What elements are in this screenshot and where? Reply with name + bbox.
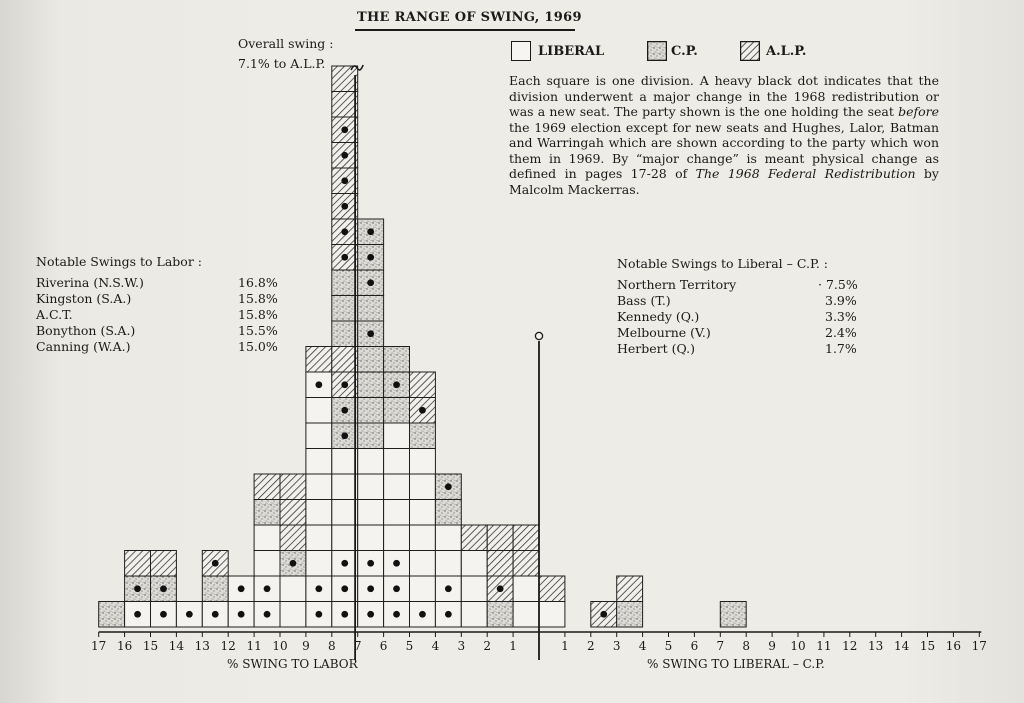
major-change-dot <box>134 611 141 618</box>
liberal-division-cell <box>410 449 436 475</box>
notable-liberal-heading: Notable Swings to Liberal – C.P. : <box>617 256 828 271</box>
cp-division-cell <box>332 296 358 322</box>
notable-labor-name: A.C.T. <box>36 307 73 322</box>
alp-division-cell <box>617 576 643 602</box>
description-part-2: the 1969 election except for new seats and Hughes, Lalor, Batman and Warringah which are shown according to the party which won them in 1969. By “major change” is meant physical change as defined in pages 17-28 of <box>509 119 939 181</box>
x-axis-label-liberal: % SWING TO LIBERAL – C.P. <box>647 657 825 671</box>
cp-division-cell <box>384 347 410 373</box>
major-change-dot <box>341 228 348 235</box>
liberal-division-cell <box>254 525 280 551</box>
x-tick-label: 5 <box>664 639 673 653</box>
x-tick-label: 9 <box>768 639 776 653</box>
major-change-dot <box>393 381 400 388</box>
alp-division-cell <box>461 525 487 551</box>
major-change-dot <box>445 611 452 618</box>
liberal-division-cell <box>513 576 539 602</box>
x-tick-label: 16 <box>945 639 962 653</box>
liberal-division-cell <box>384 500 410 526</box>
cp-division-cell <box>358 398 384 424</box>
x-tick-label: 17 <box>971 639 987 653</box>
notable-labor-name: Kingston (S.A.) <box>36 291 132 306</box>
liberal-division-cell <box>384 474 410 500</box>
overall-swing-value: 7.1% to A.L.P. <box>238 56 326 71</box>
major-change-dot <box>212 560 219 567</box>
x-tick-label: 13 <box>868 639 884 653</box>
liberal-division-cell <box>332 500 358 526</box>
alp-division-cell <box>410 372 436 398</box>
cp-division-cell <box>720 602 746 628</box>
x-tick-label: 15 <box>142 639 159 653</box>
x-tick-label: 4 <box>638 639 647 653</box>
major-change-dot <box>212 611 219 618</box>
alp-division-cell <box>254 474 280 500</box>
cp-division-cell <box>487 602 513 628</box>
liberal-division-cell <box>332 449 358 475</box>
major-change-dot <box>186 611 193 618</box>
major-change-dot <box>341 407 348 414</box>
notable-liberal-name: Northern Territory <box>617 277 737 292</box>
major-change-dot <box>393 585 400 592</box>
major-change-dot <box>367 585 374 592</box>
liberal-division-cell <box>513 602 539 628</box>
zero-swing-marker <box>535 332 542 339</box>
alp-division-cell <box>487 551 513 577</box>
x-tick-label: 17 <box>91 639 107 653</box>
alp-division-cell <box>280 525 306 551</box>
major-change-dot <box>341 611 348 618</box>
alp-division-cell <box>332 92 358 118</box>
cp-division-cell <box>332 321 358 347</box>
liberal-division-cell <box>384 525 410 551</box>
alp-division-cell <box>306 347 332 373</box>
major-change-dot <box>367 330 374 337</box>
major-change-dot <box>445 483 452 490</box>
liberal-division-cell <box>306 525 332 551</box>
major-change-dot <box>341 560 348 567</box>
liberal-division-cell <box>435 525 461 551</box>
cp-division-cell <box>358 372 384 398</box>
x-tick-label: 12 <box>842 639 858 653</box>
cp-division-cell <box>254 500 280 526</box>
notable-liberal-name: Herbert (Q.) <box>617 341 695 356</box>
cp-division-cell <box>410 423 436 449</box>
major-change-dot <box>160 611 167 618</box>
liberal-division-cell <box>254 551 280 577</box>
x-tick-label: 14 <box>168 639 185 653</box>
liberal-division-cell <box>306 423 332 449</box>
x-tick-label: 1 <box>509 639 517 653</box>
alp-division-cell <box>332 66 358 92</box>
x-tick-label: 7 <box>353 639 362 653</box>
x-tick-label: 2 <box>483 639 492 653</box>
x-axis-label-labor: % SWING TO LABOR <box>227 657 358 671</box>
liberal-division-cell <box>461 602 487 628</box>
notable-labor-heading: Notable Swings to Labor : <box>36 254 202 269</box>
x-tick-label: 1 <box>561 639 569 653</box>
cp-division-cell <box>358 347 384 373</box>
x-tick-label: 6 <box>379 639 388 653</box>
cp-division-cell <box>617 602 643 628</box>
description-part-3: by Malcolm Mackerras. <box>509 166 939 197</box>
x-tick-label: 4 <box>431 639 440 653</box>
x-tick-label: 13 <box>194 639 210 653</box>
cp-division-cell <box>99 602 125 628</box>
notable-liberal-value: 1.7% <box>825 341 857 356</box>
liberal-division-cell <box>384 423 410 449</box>
liberal-division-cell <box>410 474 436 500</box>
major-change-dot <box>393 611 400 618</box>
liberal-division-cell <box>306 449 332 475</box>
notable-labor-value: 15.8% <box>238 307 278 322</box>
major-change-dot <box>341 203 348 210</box>
major-change-dot <box>419 407 426 414</box>
alp-division-cell <box>280 500 306 526</box>
notable-labor-value: 15.8% <box>238 291 278 306</box>
major-change-dot <box>367 611 374 618</box>
major-change-dot <box>160 585 167 592</box>
major-change-dot <box>393 560 400 567</box>
major-change-dot <box>419 611 426 618</box>
alp-division-cell <box>151 551 177 577</box>
major-change-dot <box>367 560 374 567</box>
liberal-division-cell <box>306 551 332 577</box>
liberal-division-cell <box>461 551 487 577</box>
cp-division-cell <box>358 296 384 322</box>
liberal-division-cell <box>358 474 384 500</box>
liberal-division-cell <box>410 500 436 526</box>
major-change-dot <box>264 585 271 592</box>
liberal-division-cell <box>384 449 410 475</box>
cp-division-cell <box>358 423 384 449</box>
major-change-dot <box>367 254 374 261</box>
description-part-1: Each square is one division. A heavy black dot indicates that the division underwent a major change in the 1968 redistribution or was a new seat. The party shown is the one holding the seat <box>509 73 939 119</box>
x-tick-label: 11 <box>246 639 262 653</box>
liberal-division-cell <box>358 449 384 475</box>
x-tick-label: 3 <box>457 639 466 653</box>
major-change-dot <box>445 585 452 592</box>
notable-labor-name: Bonython (S.A.) <box>36 323 136 338</box>
liberal-division-cell <box>358 500 384 526</box>
description-emphasis-2: The 1968 Federal Redistribution <box>695 166 916 181</box>
notable-labor-name: Canning (W.A.) <box>36 339 131 354</box>
major-change-dot <box>238 611 245 618</box>
liberal-division-cell <box>280 602 306 628</box>
alp-division-cell <box>125 551 151 577</box>
legend-liberal-label: LIBERAL <box>538 44 605 59</box>
notable-labor-name: Riverina (N.S.W.) <box>36 275 144 290</box>
major-change-dot <box>341 152 348 159</box>
x-tick-label: 2 <box>586 639 595 653</box>
notable-labor-value: 15.0% <box>238 339 278 354</box>
major-change-dot <box>367 279 374 286</box>
liberal-division-cell <box>461 576 487 602</box>
x-tick-label: 9 <box>302 639 310 653</box>
x-tick-label: 5 <box>405 639 414 653</box>
major-change-dot <box>341 585 348 592</box>
liberal-division-cell <box>280 576 306 602</box>
alp-division-cell <box>487 525 513 551</box>
x-tick-label: 8 <box>742 639 751 653</box>
legend-cp-label: C.P. <box>671 44 698 59</box>
notable-liberal-name: Bass (T.) <box>617 293 671 308</box>
cp-division-cell <box>332 270 358 296</box>
x-tick-label: 16 <box>116 639 133 653</box>
x-tick-label: 15 <box>919 639 936 653</box>
chart-cells <box>99 66 747 627</box>
x-tick-label: 10 <box>272 639 288 653</box>
major-change-dot <box>134 585 141 592</box>
major-change-dot <box>341 432 348 439</box>
liberal-division-cell <box>358 525 384 551</box>
notable-labor-value: 15.5% <box>238 323 278 338</box>
alp-division-cell <box>539 576 565 602</box>
cp-division-cell <box>384 398 410 424</box>
x-tick-label: 12 <box>220 639 236 653</box>
x-tick-label: 10 <box>790 639 806 653</box>
liberal-division-cell <box>306 398 332 424</box>
liberal-division-cell <box>332 474 358 500</box>
notable-liberal-value: 3.3% <box>825 309 857 324</box>
x-tick-label: 7 <box>716 639 725 653</box>
notable-liberal-name: Kennedy (Q.) <box>617 309 700 324</box>
x-tick-label: 3 <box>612 639 621 653</box>
liberal-division-cell <box>306 474 332 500</box>
liberal-division-cell <box>435 551 461 577</box>
major-change-dot <box>264 611 271 618</box>
major-change-dot <box>497 585 504 592</box>
cp-division-cell <box>435 500 461 526</box>
alp-division-cell <box>280 474 306 500</box>
major-change-dot <box>367 228 374 235</box>
notable-liberal-value: 2.4% <box>825 325 857 340</box>
notable-liberal-name: Melbourne (V.) <box>617 325 711 340</box>
liberal-division-cell <box>410 576 436 602</box>
liberal-division-cell <box>410 551 436 577</box>
liberal-division-cell <box>332 525 358 551</box>
x-tick-label: 14 <box>893 639 910 653</box>
liberal-division-cell <box>539 602 565 628</box>
x-tick-label: 8 <box>327 639 336 653</box>
alp-division-cell <box>332 347 358 373</box>
major-change-dot <box>341 381 348 388</box>
notable-labor-value: 16.8% <box>238 275 278 290</box>
major-change-dot <box>341 177 348 184</box>
notable-liberal-value: 3.9% <box>825 293 857 308</box>
legend-alp-label: A.L.P. <box>766 44 807 59</box>
major-change-dot <box>315 611 322 618</box>
major-change-dot <box>341 254 348 261</box>
major-change-dot <box>290 560 297 567</box>
major-change-dot <box>341 126 348 133</box>
cp-division-cell <box>202 576 228 602</box>
overall-swing-label: Overall swing : <box>238 36 334 51</box>
liberal-division-cell <box>410 525 436 551</box>
major-change-dot <box>238 585 245 592</box>
liberal-division-cell <box>306 500 332 526</box>
alp-division-cell <box>513 525 539 551</box>
notable-liberal-value: · 7.5% <box>818 277 858 292</box>
x-tick-label: 11 <box>816 639 832 653</box>
x-tick-label: 6 <box>690 639 699 653</box>
major-change-dot <box>315 585 322 592</box>
chart-title: THE RANGE OF SWING, 1969 <box>357 10 582 25</box>
major-change-dot <box>600 611 607 618</box>
major-change-dot <box>315 381 322 388</box>
alp-division-cell <box>513 551 539 577</box>
description-emphasis-1: before <box>898 104 939 119</box>
